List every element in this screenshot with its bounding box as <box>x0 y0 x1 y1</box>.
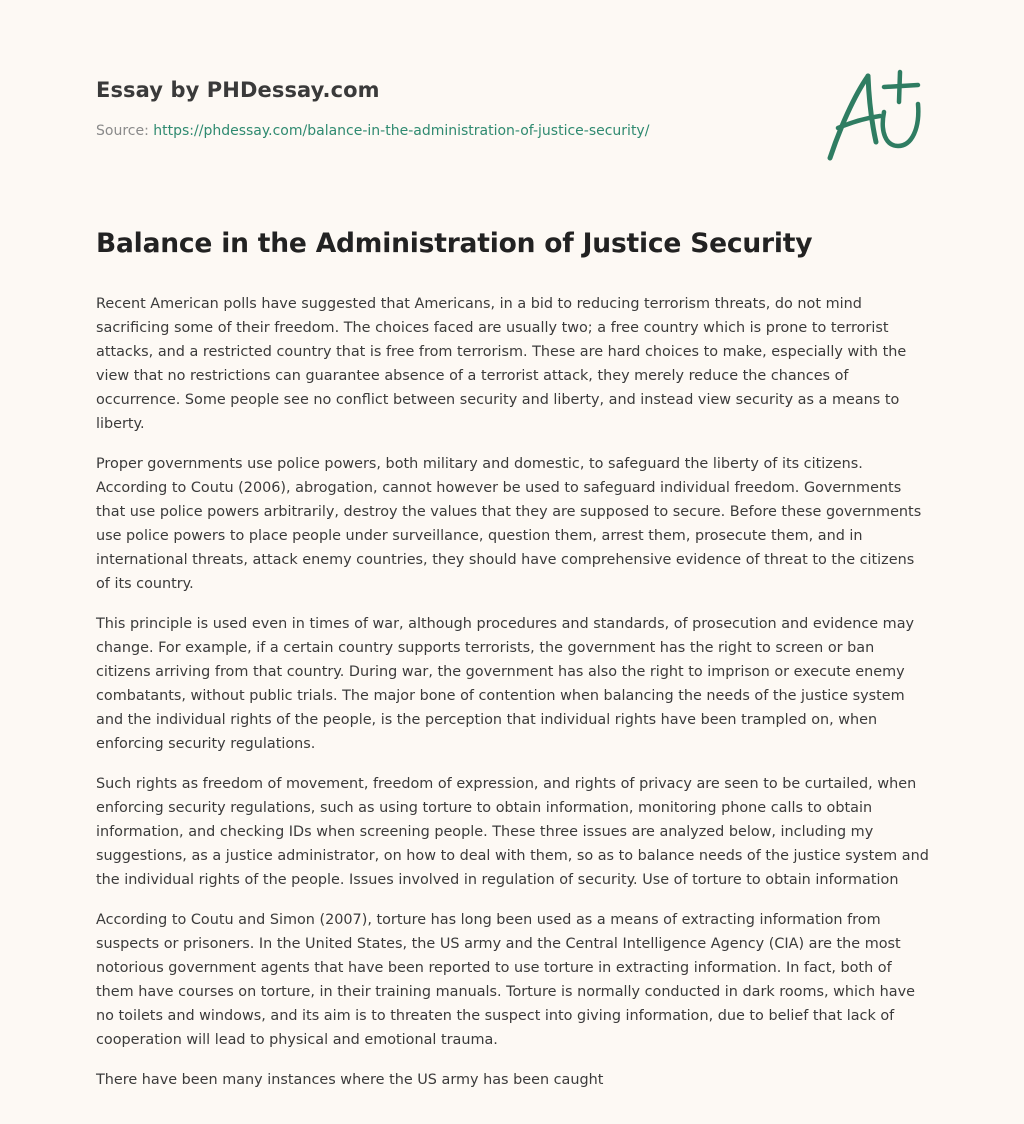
a-plus-grade-icon <box>820 66 928 164</box>
essay-paragraph-1: Recent American polls have suggested that Americans, in a bid to reducing terrorism threats, do not mind sacrificing some of their freedom. The choices faced are usually two; a free country which is prone to terrorist attacks, and a restricted country that is free from terrorism. These are hard choices to make, especially with the view that no restrictions can guarantee absence of a terrorist attack, they merely reduce the chances of occurrence. Some people see no conflict between security and liberty, and instead view security as a means to liberty. <box>96 296 907 432</box>
essay-paragraph-3: This principle is used even in times of war, although procedures and standards, of prosecution and evidence may change. For example, if a certain country supports terrorists, the government has the right to screen or ban citizens arriving from that country. During war, the government has also the right to imprison or execute enemy combatants, without public trials. The major bone of contention when balancing the needs of the justice system and the individual rights of the people, is the perception that individual rights have been trampled on, when enforcing security regulations. <box>96 616 915 752</box>
essay-header <box>96 76 716 141</box>
source-label: Source: <box>96 123 154 139</box>
essay-paragraph-2: Proper governments use police powers, both military and domestic, to safeguard the liberty of its citizens. According to Coutu (2006), abrogation, cannot however be used to safeguard individual freedom. Governments that use police powers arbitrarily, destroy the values that they are supposed to secure. Before these governments use police powers to place people under surveillance, question them, arrest them, prosecute them, and in international threats, attack enemy countries, they should have comprehensive evidence of threat to the citizens of its country. <box>96 456 922 592</box>
essay-paragraph-6: There have been many instances where the US army has been caught <box>96 1072 604 1088</box>
source-link[interactable]: https://phdessay.com/balance-in-the-administration-of-justice-security/ <box>153 123 650 139</box>
essay-body <box>96 224 932 1108</box>
source-line <box>96 121 716 141</box>
essay-paragraph-5: According to Coutu and Simon (2007), torture has long been used as a means of extracting information from suspects or prisoners. In the United States, the US army and the Central Intelligence Agency (CIA) are the most notorious government agents that have been reported to use torture in extracting information. In fact, both of them have courses on torture, in their training manuals. Torture is normally conducted in dark rooms, which have no toilets and windows, and its aim is to threaten the suspect into giving information, due to belief that lack of cooperation will lead to physical and emotional trauma. <box>96 912 915 1048</box>
essay-paragraph-4: Such rights as freedom of movement, freedom of expression, and rights of privacy are seen to be curtailed, when enforcing security regulations, such as using torture to obtain information, monitoring phone calls to obtain information, and checking IDs when screening people. These three issues are analyzed below, including my suggestions, as a justice administrator, on how to deal with them, so as to balance needs of the justice system and the individual rights of the people. Issues involved in regulation of security. Use of torture to obtain information <box>96 776 929 888</box>
essay-title: Balance in the Administration of Justice Security <box>96 228 813 259</box>
site-brand: Essay by PHDessay.com <box>96 78 380 102</box>
